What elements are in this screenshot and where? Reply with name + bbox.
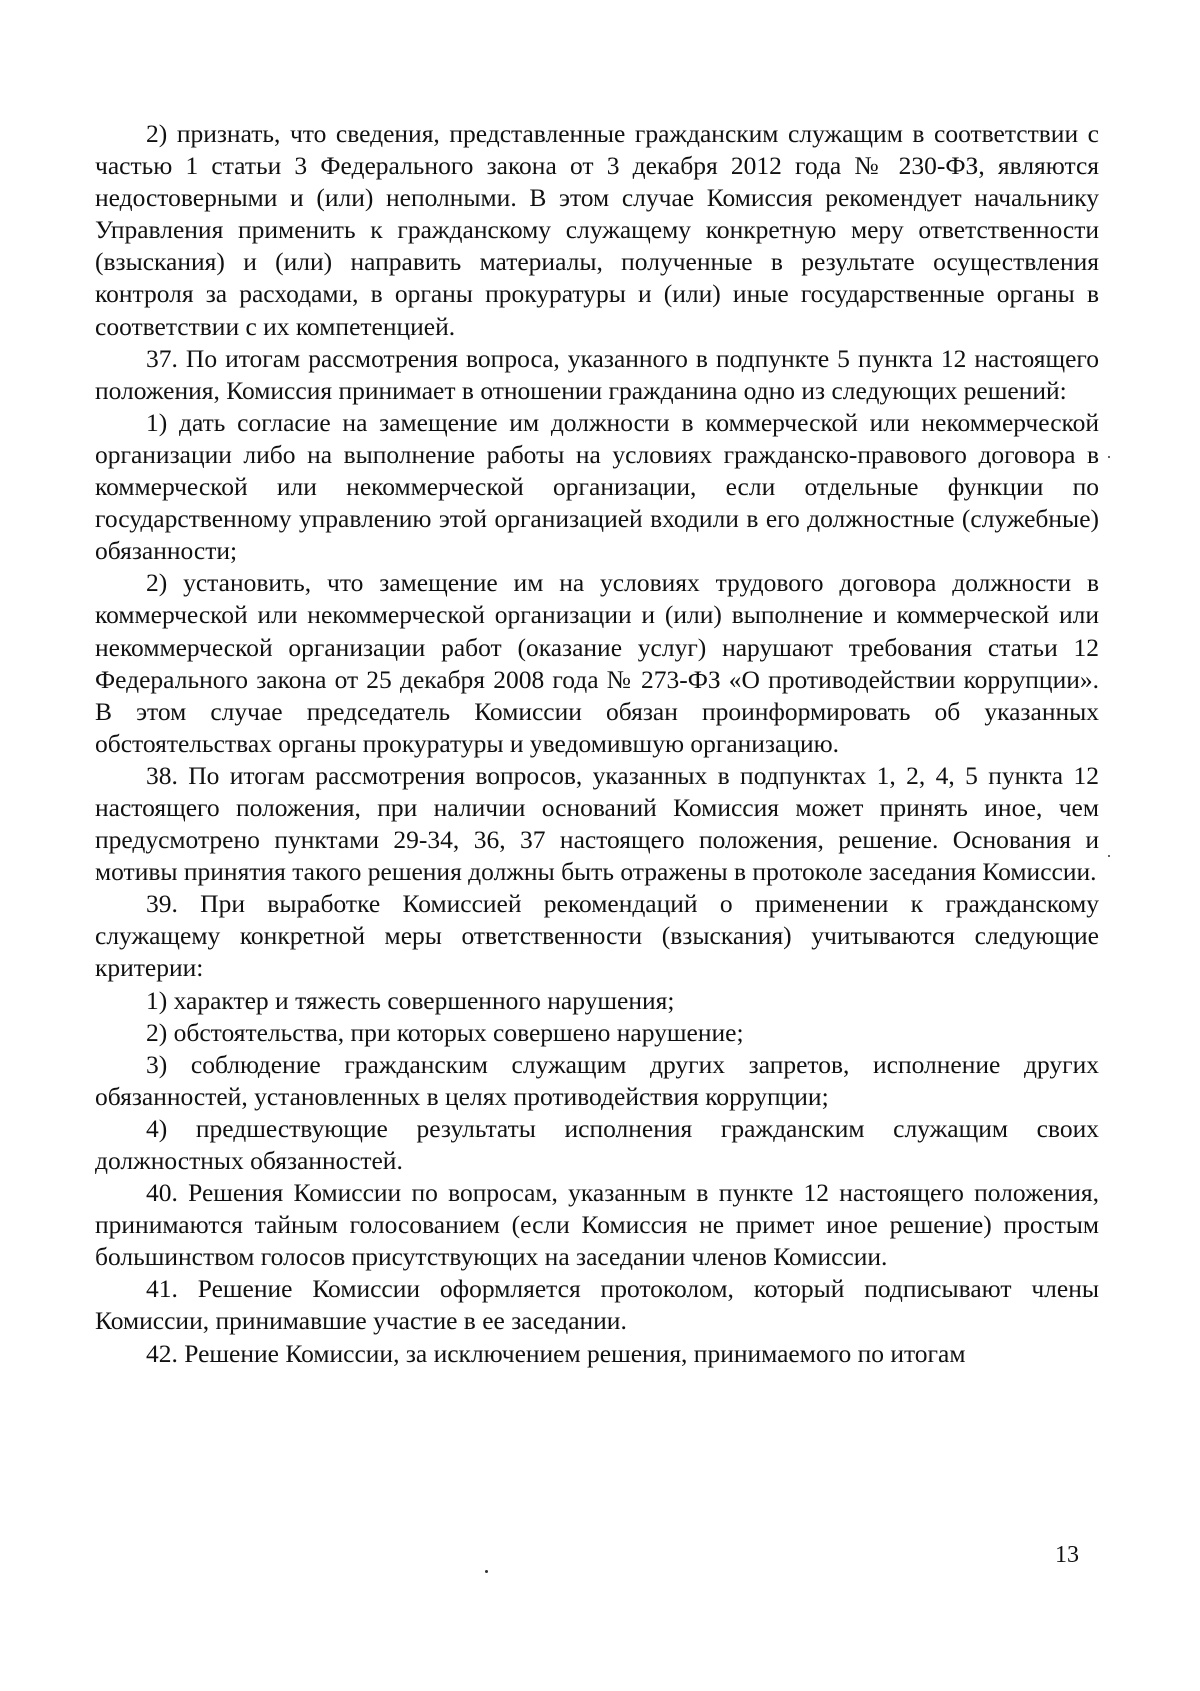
document-body: [95, 118, 1099, 1370]
paragraph-37-item-2: 2) установить, что замещение им на условиях трудового договора должности в коммерческой или некоммерческой организации и (или) выполнение и коммерческой или некоммерческой организации работ (оказание услуг) нарушают требования статьи 12 Федерального закона от 25 декабря 2008 года № 273-ФЗ «О противодействии коррупции». В этом случае председатель Комиссии обязан проинформировать об указанных обстоятельствах органы прокуратуры и уведомившую организацию.: [95, 568, 1099, 758]
paragraph-39-item-4: 4) предшествующие результаты исполнения гражданским служащим своих должностных обязанностей.: [95, 1113, 1099, 1175]
paragraph-41: 41. Решение Комиссии оформляется протоколом, который подписывают члены Комиссии, принимавшие участие в ее заседании.: [95, 1274, 1099, 1336]
paragraph-40: 40. Решения Комиссии по вопросам, указанным в пункте 12 настоящего положения, принимаются тайным голосованием (если Комиссия не примет иное решение) простым большинством голосов присутствующих на заседании членов Комиссии.: [95, 1178, 1099, 1272]
scan-speck: [485, 1570, 488, 1573]
page-number: 13: [1055, 1542, 1079, 1568]
paragraph-37-item-1: 1) дать согласие на замещение им должности в коммерческой или некоммерческой организации либо на выполнение работы на условиях гражданско-правового договора в коммерческой или некоммерческой организации, если отдельные функции по государственному управлению этой организацией входили в его должностные (служебные) обязанности;: [95, 407, 1099, 566]
paragraph-38: 38. По итогам рассмотрения вопросов, указанных в подпунктах 1, 2, 4, 5 пункта 12 настоящего положения, при наличии оснований Комиссия может принять иное, чем предусмотрено пунктами 29-34, 36, 37 настоящего положения, решение. Основания и мотивы принятия такого решения должны быть отражены в протоколе заседания Комиссии.: [95, 760, 1099, 887]
scan-speck: [1108, 855, 1110, 857]
scan-speck: [1108, 456, 1110, 458]
paragraph-39-item-1: 1) характер и тяжесть совершенного нарушения;: [146, 985, 675, 1015]
paragraph-42: 42. Решение Комиссии, за исключением решения, принимаемого по итогам: [146, 1338, 966, 1368]
paragraph-39: 39. При выработке Комиссией рекомендаций о применении к гражданскому служащему конкретной меры ответственности (взыскания) учитываются следующие критерии:: [95, 889, 1099, 983]
paragraph-39-item-3: 3) соблюдение гражданским служащим других запретов, исполнение других обязанностей, установленных в целях противодействия коррупции;: [95, 1049, 1099, 1111]
paragraph-36-item-2: 2) признать, что сведения, представленные гражданским служащим в соответствии с частью 1 статьи 3 Федерального закона от 3 декабря 2012 года № 230-ФЗ, являются недостоверными и (или) неполными. В этом случае Комиссия рекомендует начальнику Управления применить к гражданскому служащему конкретную меру ответственности (взыскания) и (или) направить материалы, полученные в результате осуществления контроля за расходами, в органы прокуратуры и (или) иные государственные органы в соответствии с их компетенцией.: [95, 119, 1099, 341]
paragraph-37: 37. По итогам рассмотрения вопроса, указанного в подпункте 5 пункта 12 настоящего положения, Комиссия принимает в отношении гражданина одно из следующих решений:: [95, 343, 1099, 405]
paragraph-39-item-2: 2) обстоятельства, при которых совершено нарушение;: [146, 1017, 744, 1047]
